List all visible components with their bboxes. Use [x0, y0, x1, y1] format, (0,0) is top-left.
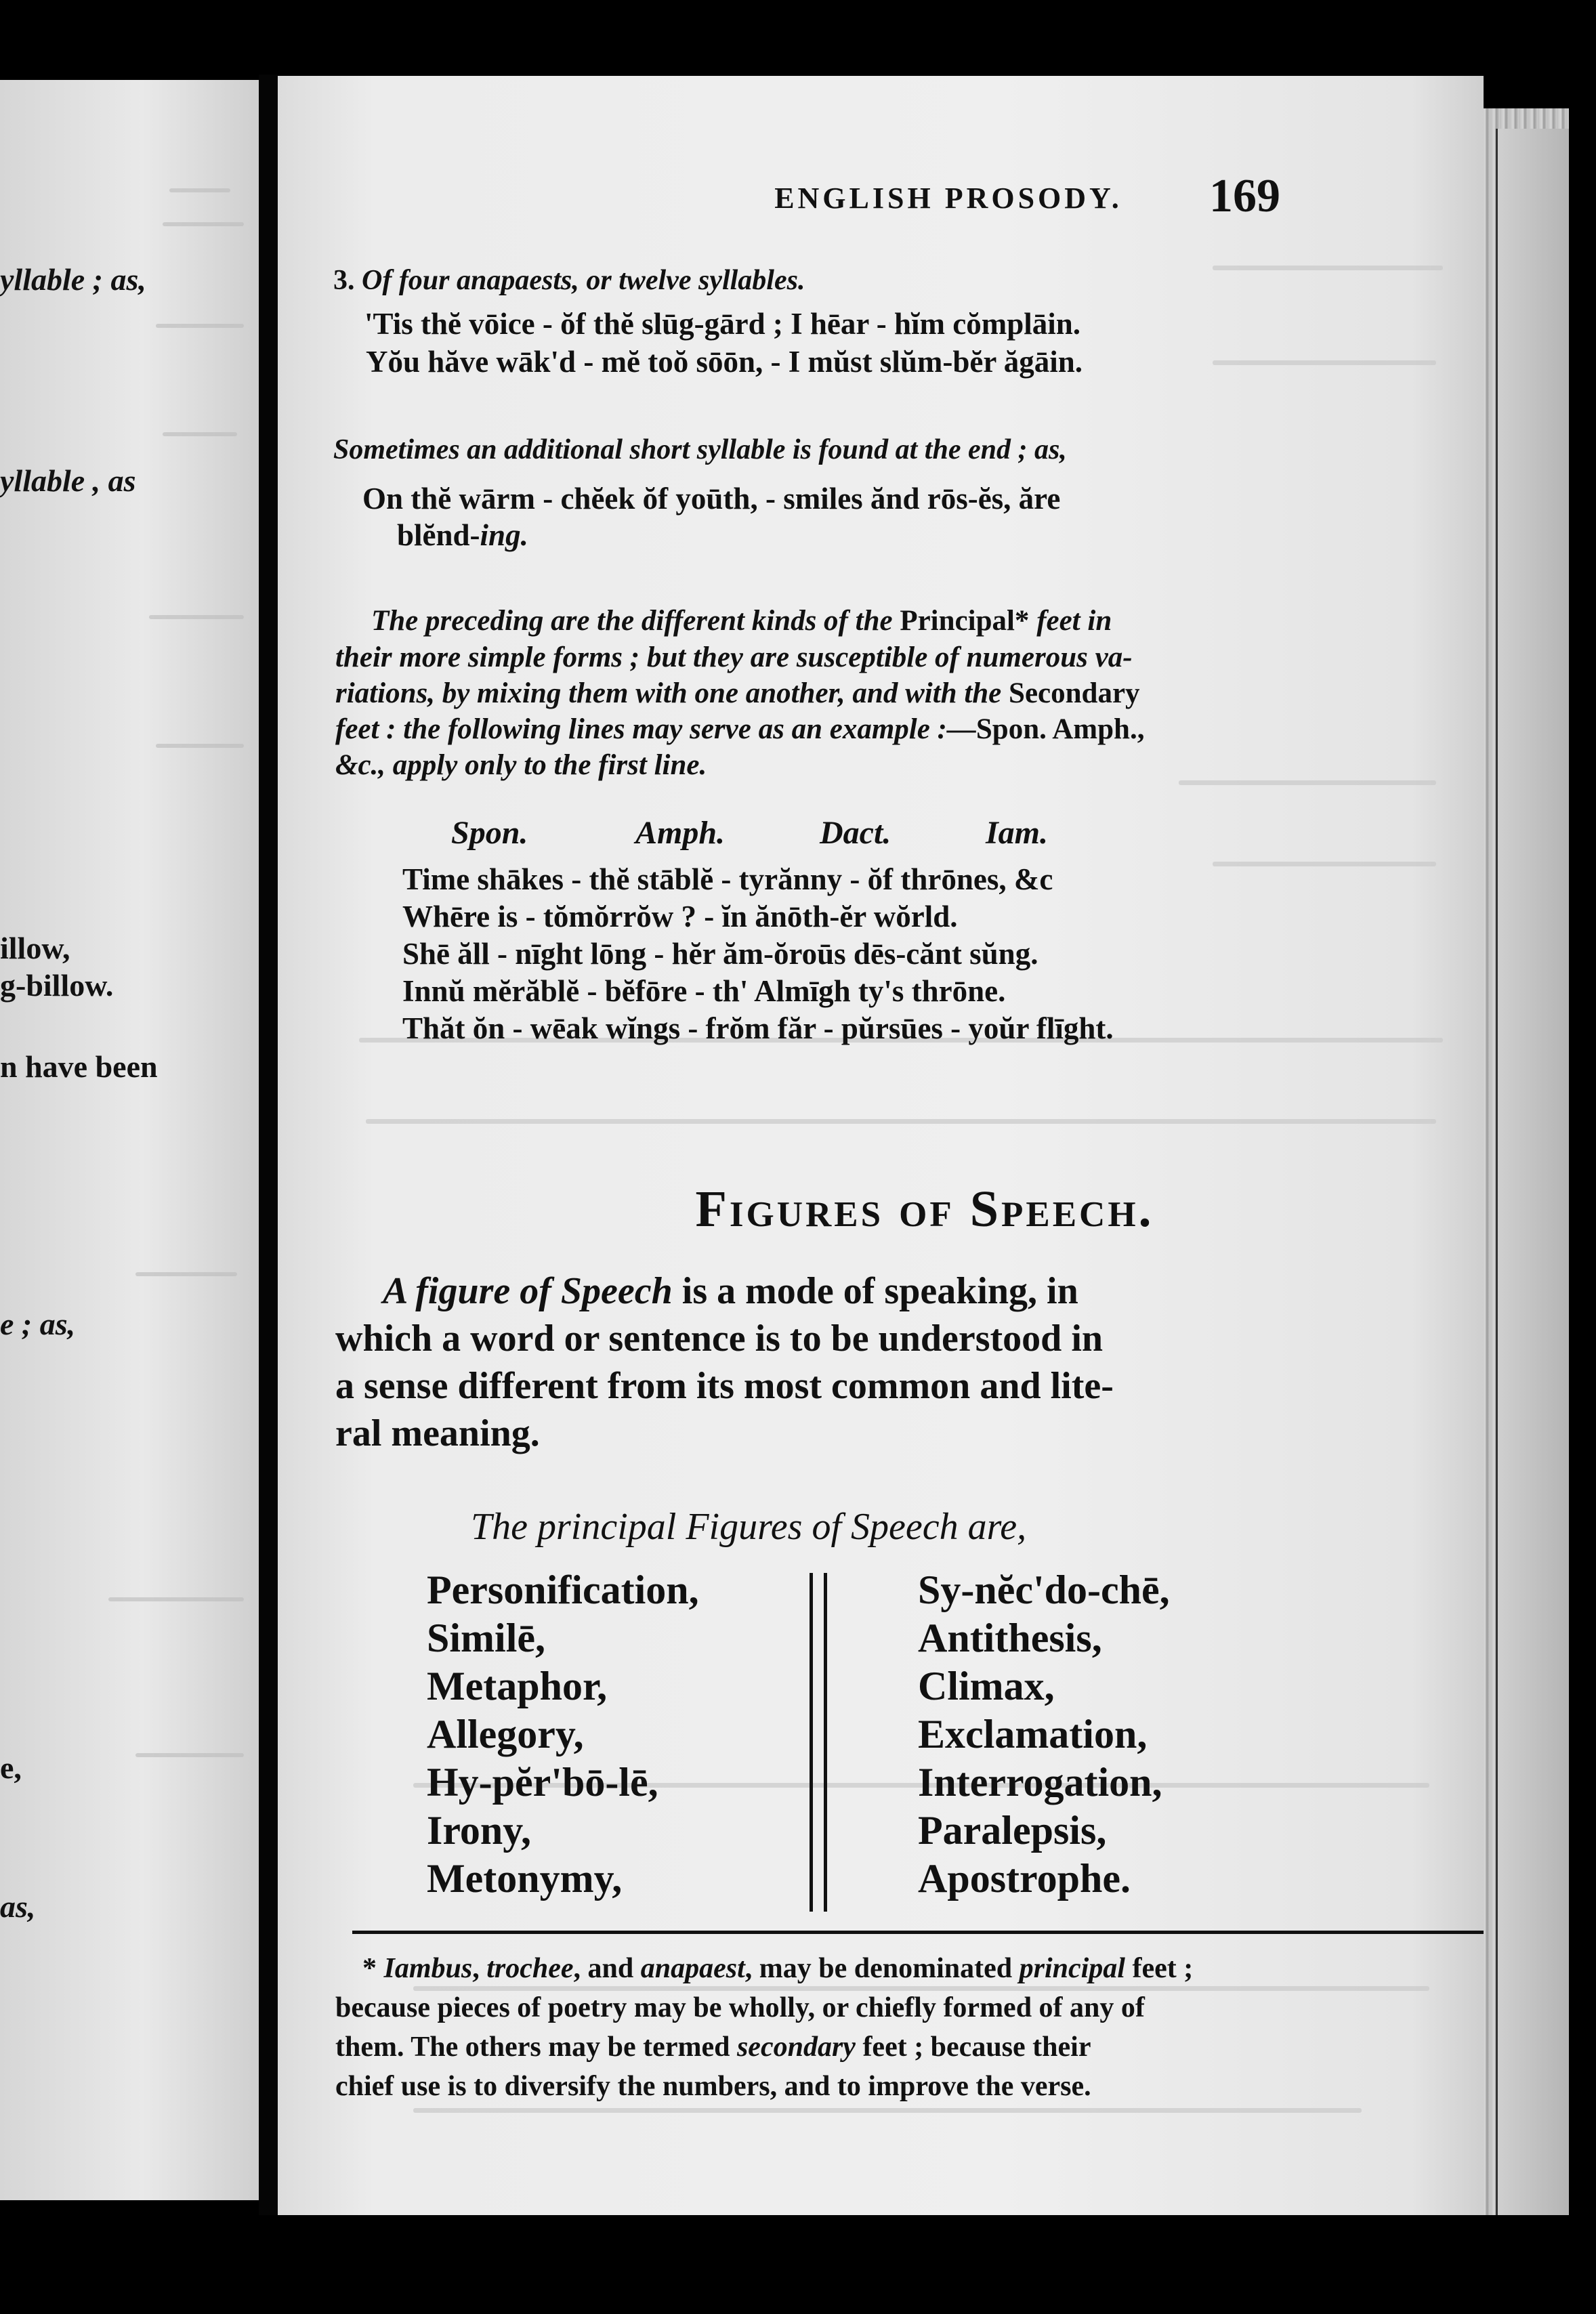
- verse-fragment: blĕnd-: [397, 518, 480, 552]
- bleed-through-mark: [1179, 780, 1436, 785]
- text-run: ,: [472, 1953, 487, 1984]
- text-run: principal: [1019, 1953, 1125, 1984]
- text-run: feet : the following lines may serve as an example :—: [335, 713, 976, 745]
- paragraph-line: [335, 677, 1140, 710]
- figure-item: Paralepsis,: [918, 1808, 1107, 1853]
- footnote-line: [362, 1952, 1193, 1985]
- bleed-through-mark: [156, 744, 244, 748]
- page-number: 169: [1209, 170, 1280, 222]
- verse-line: Innŭ mĕrăblĕ - bĕfōre - th' Almīgh ty's thrōne.: [402, 974, 1006, 1008]
- bleed-through-mark: [163, 432, 237, 436]
- left-fragment-line: e ; as,: [0, 1307, 76, 1341]
- figure-item: Personification,: [427, 1568, 699, 1612]
- figure-item: Metonymy,: [427, 1856, 623, 1901]
- paragraph-line: their more simple forms ; but they are susceptible of numerous va-: [335, 641, 1133, 673]
- footnote-line: chief use is to diversify the numbers, and to improve the verse.: [335, 2071, 1091, 2102]
- verse-line: Shē ăll - nīght lōng - hĕr ăm-ŏroūs dēs-cănt sŭng.: [402, 937, 1038, 971]
- bleed-through-mark: [135, 1753, 244, 1757]
- paragraph-line: &c., apply only to the first line.: [335, 749, 707, 781]
- bleed-through-mark: [366, 1119, 1436, 1124]
- section-heading-anapaest: [333, 264, 805, 297]
- verse-line: Yŏu hăve wāk'd - mĕ toŏ sōōn, - I mŭst slŭm-bĕr ăgāin.: [366, 345, 1083, 379]
- footnote-line: because pieces of poetry may be wholly, or chiefly formed of any of: [335, 1992, 1145, 2023]
- figure-item: Apostrophe.: [918, 1856, 1131, 1901]
- figure-item: Antithesis,: [918, 1616, 1102, 1660]
- bleed-through-mark: [1213, 266, 1443, 270]
- left-fragment-line: yllable ; as,: [0, 262, 146, 297]
- left-page-fragment: [0, 80, 259, 2200]
- text-run: trochee: [486, 1953, 574, 1984]
- foot-label-iam: Iam.: [986, 815, 1049, 851]
- figure-item: Exclamation,: [918, 1712, 1148, 1756]
- figure-item: Similē,: [427, 1616, 545, 1660]
- text-run: is a mode of speaking, in: [672, 1270, 1078, 1312]
- definition-line: ral meaning.: [335, 1412, 540, 1454]
- figures-list-left: [427, 1566, 699, 1903]
- left-fragment-line: as,: [0, 1889, 36, 1924]
- figure-item: Hy-pĕr'bō-lē,: [427, 1760, 658, 1805]
- heading-number: 3.: [333, 265, 355, 296]
- verse-line: Time shākes - thĕ stāblĕ - tyrănny - ŏf thrōnes, &c: [402, 862, 1053, 896]
- footnote-line: [335, 2031, 1091, 2063]
- text-run: , and: [573, 1953, 641, 1984]
- figure-item: Climax,: [918, 1664, 1055, 1708]
- foot-label-amph: Amph.: [635, 815, 726, 851]
- footnote-rule: [352, 1931, 1484, 1934]
- verse-line: Thăt ŏn - wēak wĭngs - frŏm făr - pŭrsūes - yoŭr flīght.: [402, 1011, 1114, 1045]
- page-edges: [1477, 108, 1569, 2215]
- footnote-marker: *: [362, 1953, 377, 1984]
- bleed-through-mark: [149, 615, 244, 619]
- text-run: anapaest: [640, 1953, 745, 1984]
- book-page-169: [278, 76, 1484, 2215]
- bleed-through-mark: [1213, 360, 1436, 365]
- left-fragment-line: illow,: [0, 931, 70, 965]
- section-title-figures-of-speech: Figures of Speech.: [695, 1181, 1154, 1238]
- term-italic: A figure of Speech: [383, 1270, 673, 1312]
- bleed-through-mark: [156, 324, 244, 328]
- verse-line: On thĕ wārm - chĕek ŏf yoūth, - smiles ănd rōs-ĕs, ăre: [362, 482, 1061, 516]
- definition-line: which a word or sentence is to be understood in: [335, 1318, 1104, 1360]
- left-fragment-line: e,: [0, 1750, 22, 1785]
- text-run: them. The others may be termed: [335, 2032, 737, 2063]
- text-run: Iambus: [383, 1953, 473, 1984]
- bleed-through-mark: [135, 1272, 237, 1276]
- verse-line: [397, 518, 528, 553]
- bleed-through-mark: [1213, 862, 1436, 866]
- text-run: The preceding are the different kinds of the: [371, 605, 900, 637]
- left-fragment-line: g-billow.: [0, 968, 114, 1003]
- left-fragment-line: yllable , as: [0, 463, 136, 498]
- verse-fragment-italic: ing.: [480, 518, 528, 552]
- text-run: Secondary: [1009, 677, 1140, 709]
- definition-line: a sense different from its most common and lite-: [335, 1365, 1114, 1407]
- figure-item: Interrogation,: [918, 1760, 1162, 1805]
- verse-line: 'Tis thĕ vōice - ŏf thĕ slūg-gārd ; I hēar - hĭm cŏmplāin.: [364, 307, 1081, 341]
- text-run: feet ; because their: [855, 2032, 1091, 2063]
- figures-list-intro: The principal Figures of Speech are,: [471, 1506, 1027, 1548]
- bleed-through-mark: [163, 222, 244, 226]
- verse-line: Whēre is - tŏmŏrrŏw ? - ĭn ănōth-ĕr wŏrld.: [402, 900, 958, 933]
- figure-item: Allegory,: [427, 1712, 584, 1756]
- foot-label-dact: Dact.: [820, 815, 891, 851]
- bleed-through-mark: [108, 1597, 244, 1601]
- paragraph-line: [335, 713, 1144, 746]
- text-run: Spon. Amph.,: [975, 713, 1145, 745]
- figure-item: Metaphor,: [427, 1664, 608, 1708]
- column-divider: [810, 1573, 827, 1912]
- figures-list-right: [918, 1566, 1170, 1903]
- definition-line: [383, 1269, 1078, 1313]
- text-run: secondary: [736, 2032, 856, 2063]
- note-line: Sometimes an additional short syllable is found at the end ; as,: [333, 434, 1067, 465]
- running-head: ENGLISH PROSODY.: [774, 182, 1122, 215]
- text-run: feet ;: [1125, 1953, 1194, 1984]
- text-run: , may be denominated: [744, 1953, 1020, 1984]
- paragraph-line: [371, 604, 1112, 637]
- bleed-through-mark: [413, 1986, 1429, 1991]
- text-run: Principal*: [900, 605, 1030, 637]
- figure-item: Sy-nĕc'do-chē,: [918, 1568, 1170, 1612]
- heading-text: Of four anapaests, or twelve syllables.: [362, 265, 805, 296]
- left-fragment-line: n have been: [0, 1049, 158, 1084]
- bleed-through-mark: [413, 2108, 1362, 2113]
- book-spine-gutter: [259, 75, 278, 2215]
- bleed-through-mark: [169, 188, 230, 192]
- text-run: feet in: [1029, 605, 1112, 637]
- text-run: riations, by mixing them with one another, and with the: [335, 677, 1009, 709]
- figure-item: Irony,: [427, 1808, 531, 1853]
- foot-label-spon: Spon.: [451, 815, 528, 851]
